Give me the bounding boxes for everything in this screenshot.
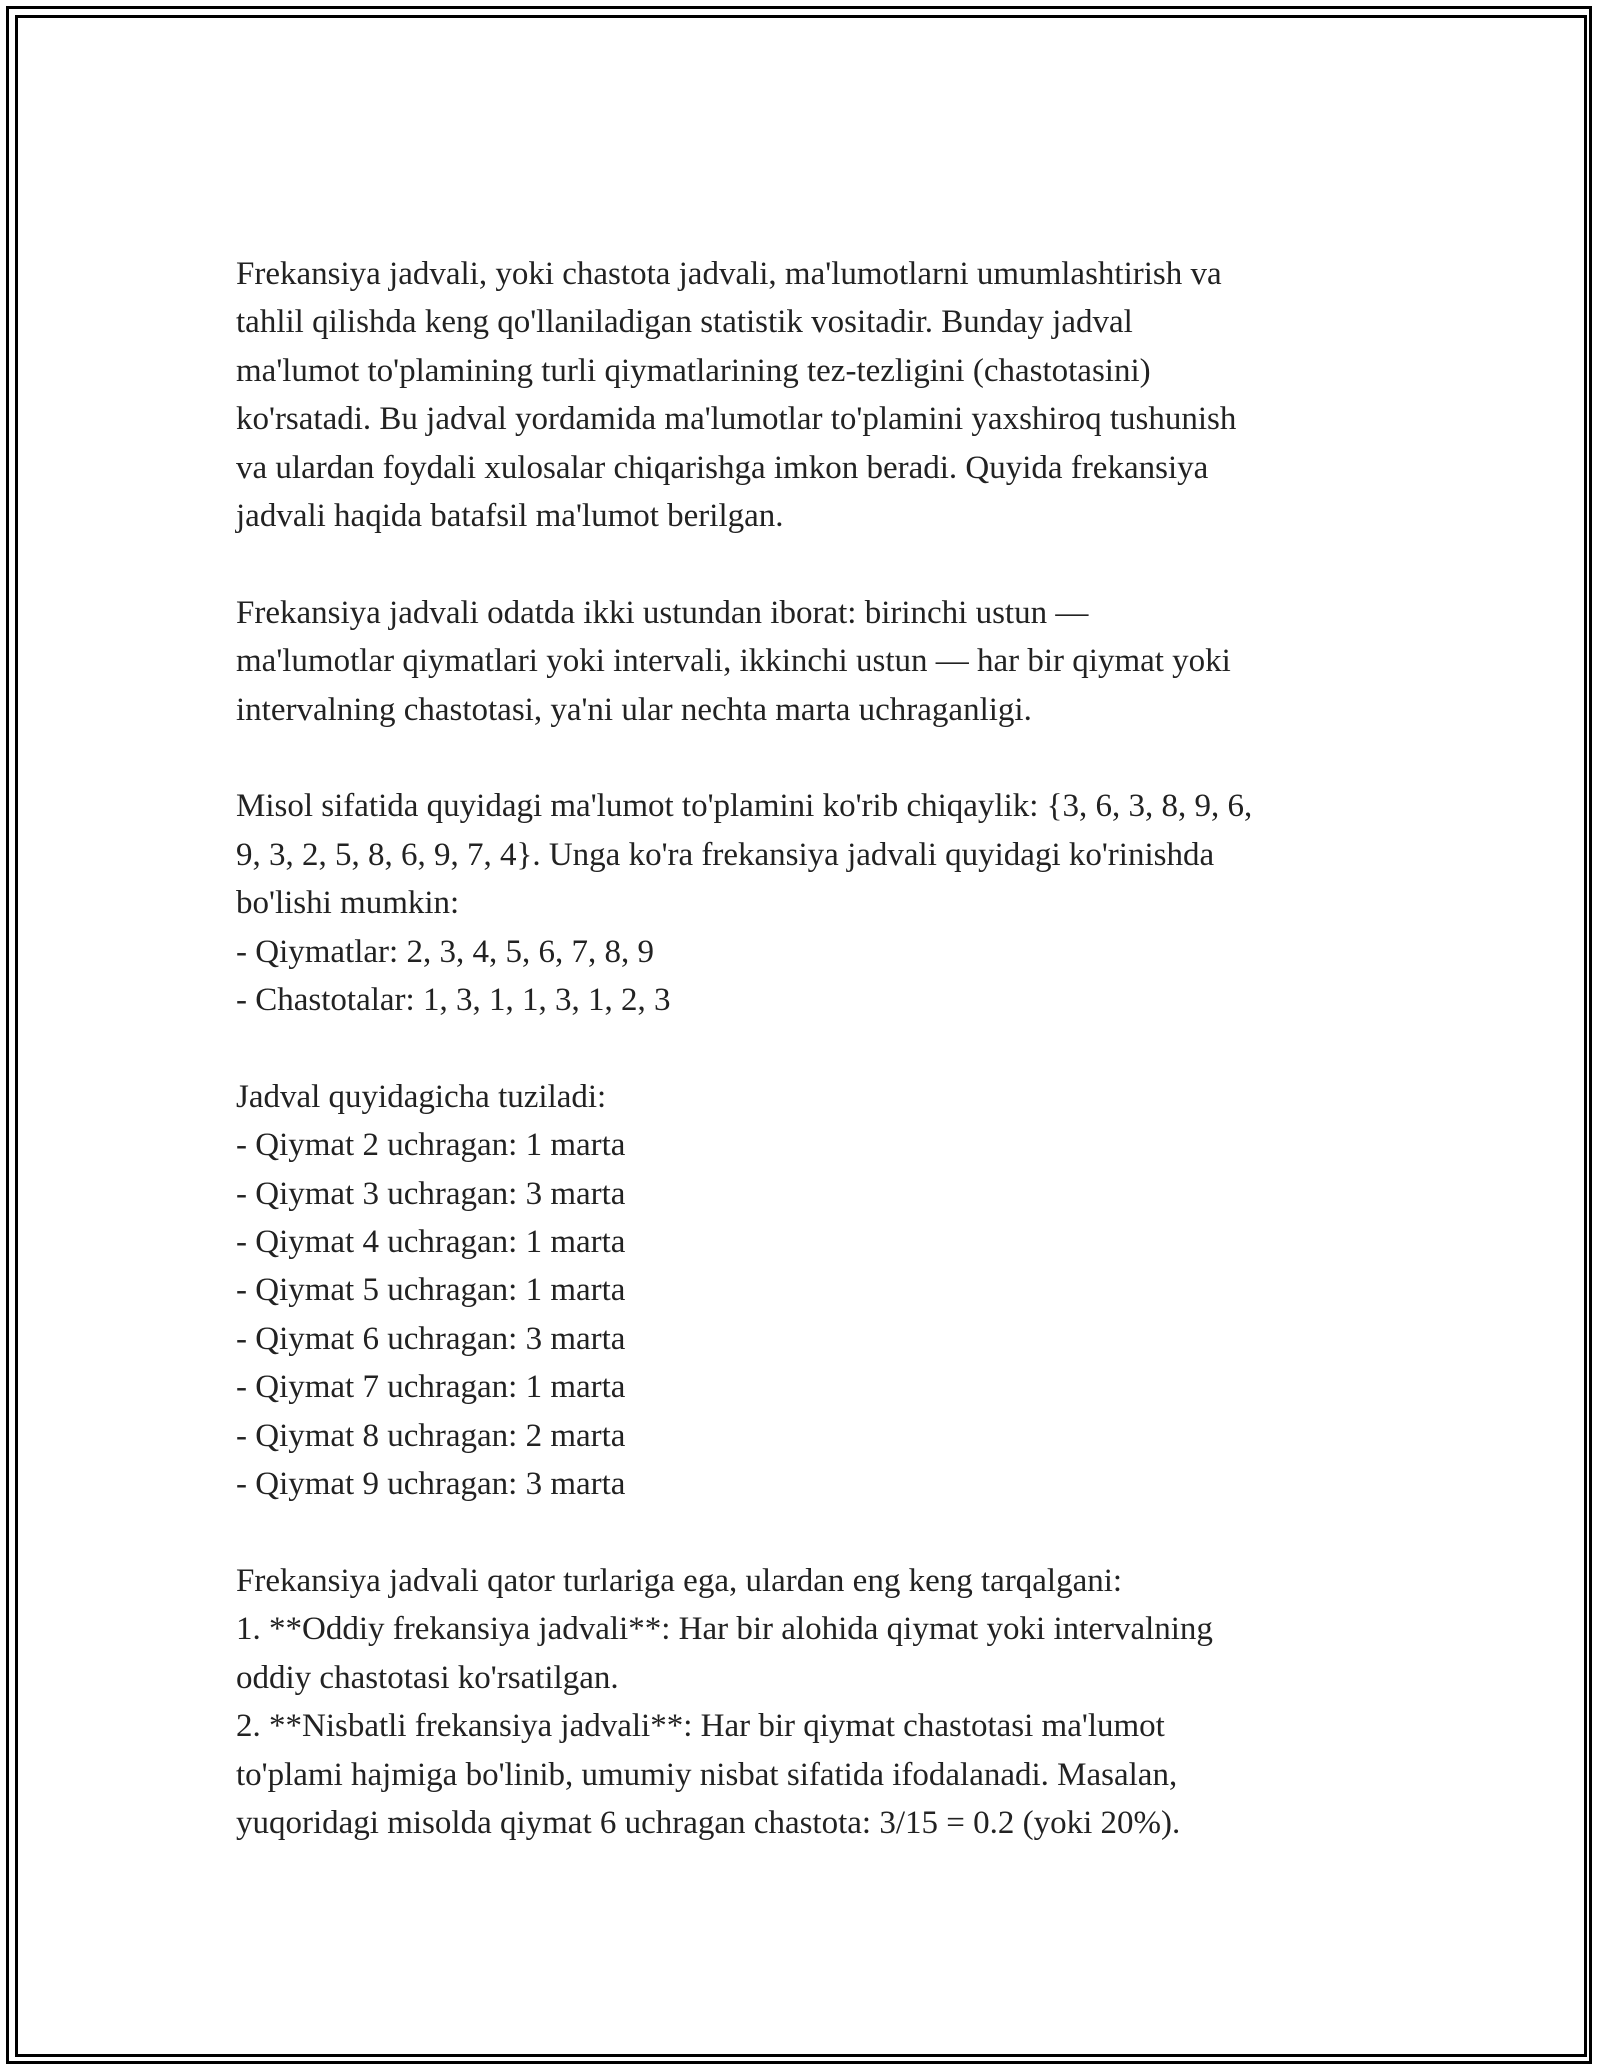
text-line: to'plami hajmiga bo'linib, umumiy nisbat sifatida ifodalanadi. Masalan, [236,1756,1178,1793]
text-line: oddiy chastotasi ko'rsatilgan. [236,1659,619,1696]
text-line: yuqoridagi misolda qiymat 6 uchragan chastota: 3/15 = 0.2 (yoki 20%). [236,1804,1181,1841]
list-item: - Chastotalar: 1, 3, 1, 1, 3, 1, 2, 3 [236,982,671,1019]
list-item: - Qiymat 4 uchragan: 1 marta [236,1224,626,1261]
paragraph-intro [236,250,1386,540]
list-item: - Qiymat 8 uchragan: 2 marta [236,1417,626,1454]
text-line: Misol sifatida quyidagi ma'lumot to'plamini ko'rib chiqaylik: {3, 6, 3, 8, 9, 6, [236,788,1253,825]
paragraph-example [236,782,1386,1024]
list-item: - Qiymat 2 uchragan: 1 marta [236,1127,626,1164]
list-item: - Qiymat 7 uchragan: 1 marta [236,1369,626,1406]
paragraph-table-construction [236,1073,1386,1509]
text-line: ma'lumotlar qiymatlari yoki intervali, ikkinchi ustun — har bir qiymat yoki [236,643,1231,680]
list-item: 2. **Nisbatli frekansiya jadvali**: Har bir qiymat chastotasi ma'lumot [236,1708,1165,1745]
paragraph-structure [236,589,1386,734]
text-line: ko'rsatadi. Bu jadval yordamida ma'lumotlar to'plamini yaxshiroq tushunish [236,401,1237,438]
text-line: intervalning chastotasi, ya'ni ular nechta marta uchraganligi. [236,691,1032,728]
text-line: bo'lishi mumkin: [236,885,460,922]
text-line: Frekansiya jadvali, yoki chastota jadvali, ma'lumotlarni umumlashtirish va [236,256,1222,292]
text-line: Frekansiya jadvali qator turlariga ega, ulardan eng keng tarqalgani: [236,1562,1123,1599]
paragraph-table-types [236,1557,1386,1847]
text-line: 9, 3, 2, 5, 8, 6, 9, 7, 4}. Unga ko'ra frekansiya jadvali quyidagi ko'rinishda [236,836,1215,873]
text-line: Jadval quyidagicha tuziladi: [236,1078,607,1115]
list-item: - Qiymat 3 uchragan: 3 marta [236,1175,626,1212]
text-line: ma'lumot to'plamining turli qiymatlarining tez-tezligini (chastotasini) [236,352,1151,389]
text-line: Frekansiya jadvali odatda ikki ustundan iborat: birinchi ustun — [236,594,1089,631]
text-line: tahlil qilishda keng qo'llaniladigan statistik vositadir. Bunday jadval [236,304,1133,341]
document-body [236,250,1386,1847]
list-item: - Qiymat 5 uchragan: 1 marta [236,1272,626,1309]
list-item: - Qiymatlar: 2, 3, 4, 5, 6, 7, 8, 9 [236,933,654,970]
text-line: va ulardan foydali xulosalar chiqarishga imkon beradi. Quyida frekansiya [236,449,1209,486]
text-line: jadvali haqida batafsil ma'lumot berilgan. [236,498,784,535]
list-item: - Qiymat 9 uchragan: 3 marta [236,1466,626,1503]
list-item: 1. **Oddiy frekansiya jadvali**: Har bir alohida qiymat yoki intervalning [236,1611,1213,1648]
list-item: - Qiymat 6 uchragan: 3 marta [236,1320,626,1357]
